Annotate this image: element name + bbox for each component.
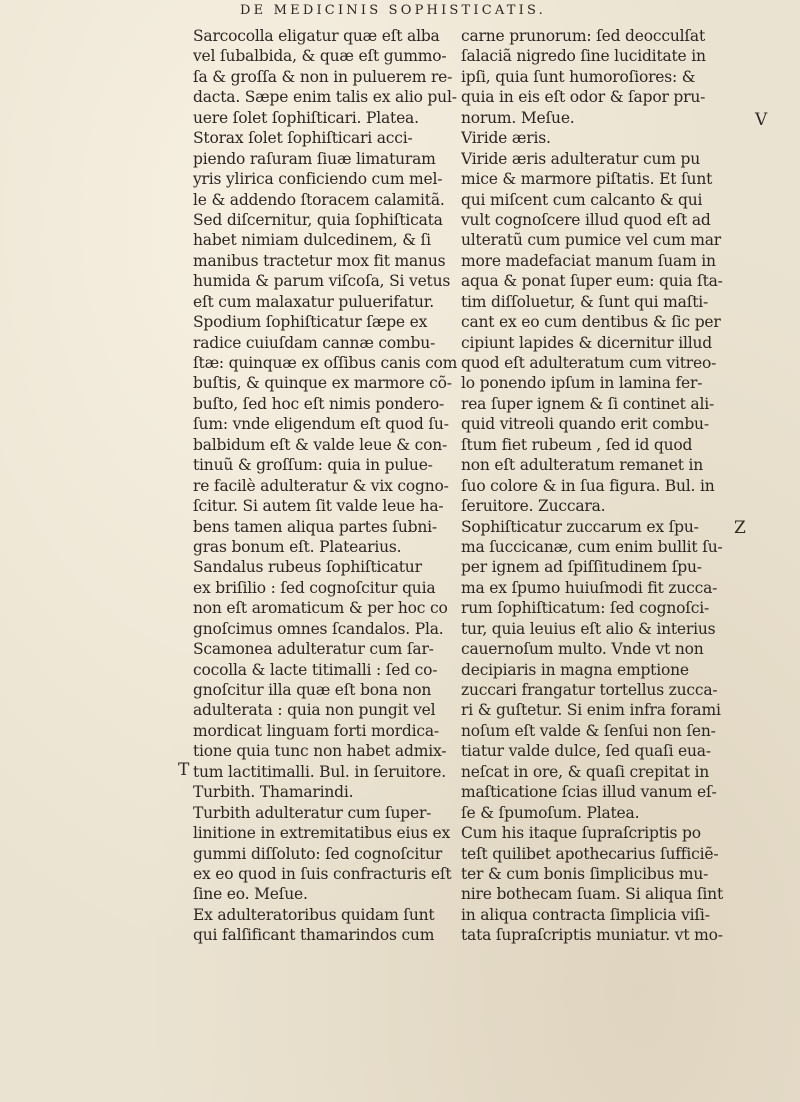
margin-letter-z: Z — [734, 518, 746, 538]
text-line: tim diſſoluetur, & ſunt qui maſti- — [461, 292, 709, 311]
text-line: Turbith. Thamarindi. — [193, 783, 354, 802]
text-line: ſcitur. Si autem ſit valde leue ha- — [193, 497, 444, 516]
text-line: yris ylirica conficiendo cum mel- — [193, 170, 443, 189]
text-line: rum ſophiſticatum: ſed cognoſci- — [461, 599, 710, 618]
text-line: Sandalus rubeus ſophiſticatur — [193, 558, 422, 577]
text-line: more madefaciat manum ſuam in — [461, 251, 716, 270]
text-line: zuccari frangatur tortellus zucca- — [461, 681, 718, 699]
text-line: uere ſolet ſophiſticari. Platea. — [193, 108, 419, 127]
text-line: ſa & groſſa & non in puluerem re- — [193, 67, 453, 86]
text-line: Sed diſcernitur, quia ſophiſticata — [193, 210, 443, 229]
text-line: per ignem ad ſpiſſitudinem ſpu- — [461, 558, 702, 577]
text-line: eſt cum malaxatur puluerifatur. — [193, 292, 435, 311]
text-line: vel ſubalbida, & quæ eſt gummo- — [193, 47, 447, 66]
text-line: norum. Meſue. — [461, 108, 575, 127]
text-line: radice cuiuſdam cannæ combu- — [193, 333, 436, 352]
text-line: Ex adulteratoribus quidam ſunt — [193, 905, 435, 924]
text-line: Viride æris adulteratur cum pu — [461, 149, 700, 168]
text-line: Turbith adulteratur cum ſuper- — [193, 803, 432, 822]
text-line: mordicat linguam forti mordica- — [193, 721, 439, 740]
running-header: DE MEDICINIS SOPHISTICATIS. — [240, 3, 546, 18]
text-line: ex briſilio : ſed cognoſcitur quia — [193, 578, 436, 597]
text-line: lo ponendo ipſum in lamina fer- — [461, 374, 703, 393]
text-line: ſuo colore & in ſua figura. Bul. in — [461, 476, 715, 495]
text-line: ipſi, quia ſunt humoroſiores: & — [461, 67, 696, 86]
text-line: tata ſupraſcriptis muniatur. vt mo- — [461, 926, 723, 945]
text-line: vult cognoſcere illud quod eſt ad — [461, 210, 711, 229]
text-line: ſeruitore. Zuccara. — [461, 497, 606, 516]
text-line: ex eo quod in ſuis confracturis eſt — [193, 864, 452, 883]
text-line: noſum eſt valde & ſenſui non ſen- — [461, 721, 716, 740]
text-line: gras bonum eſt. Platearius. — [193, 537, 402, 556]
text-line: habet nimiam dulcedinem, & ſi — [193, 231, 431, 250]
margin-letter-v: V — [755, 110, 768, 130]
text-line: ma ſuccicanæ, cum enim bullit ſu- — [461, 537, 723, 556]
text-line: Viride æris. — [461, 129, 551, 148]
right-text-column — [461, 26, 733, 946]
text-line: cant ex eo cum dentibus & ſic per — [461, 313, 721, 332]
text-line: cocolla & lacte titimalli : ſed co- — [193, 660, 438, 679]
left-text-column — [193, 26, 465, 946]
text-line: mice & marmore piſtatis. Et ſunt — [461, 170, 713, 189]
text-line: le & addendo ſtoracem calamitã. — [193, 190, 445, 209]
text-line: Cum his itaque ſupraſcriptis po — [461, 824, 701, 843]
text-line: ſine eo. Meſue. — [193, 885, 308, 904]
text-line: neſcat in ore, & quaſi crepitat in — [461, 762, 710, 781]
text-line: ſalaciã nigredo ſine luciditate in — [461, 47, 706, 66]
text-line: rea ſuper ignem & ſi continet ali- — [461, 394, 714, 413]
text-line: cauernoſum multo. Vnde vt non — [461, 640, 704, 659]
text-line: qui miſcent cum calcanto & qui — [461, 190, 703, 209]
text-line: gnoſcimus omnes ſcandalos. Pla. — [193, 619, 444, 638]
text-line: in aliqua contracta ſimplicia viſi- — [461, 905, 710, 924]
text-line: buſto, ſed hoc eſt nimis pondero- — [193, 394, 444, 413]
text-line: qui falſificant thamarindos cum — [193, 926, 435, 945]
text-line: ſum: vnde eligendum eſt quod ſu- — [193, 415, 449, 434]
text-line: manibus tractetur mox fit manus — [193, 251, 446, 270]
text-line: ſtæ: quinquæ ex oſſibus canis com — [193, 354, 458, 372]
text-line: bens tamen aliqua partes ſubni- — [193, 517, 437, 536]
text-line: adulterata : quia non pungit vel — [193, 701, 436, 720]
text-line: quia in eis eſt odor & ſapor pru- — [461, 88, 706, 107]
text-line: cipiunt lapides & dicernitur illud — [461, 333, 713, 352]
text-line: aqua & ponat ſuper eum: quia ſta- — [461, 272, 723, 291]
text-line: tiatur valde dulce, ſed quaſi eua- — [461, 742, 711, 761]
text-line: tione quia tunc non habet admix- — [193, 742, 447, 761]
text-line: ſe & ſpumoſum. Platea. — [461, 803, 640, 822]
text-line: quid vitreoli quando erit combu- — [461, 415, 709, 434]
text-line: ter & cum bonis ſimplicibus mu- — [461, 864, 709, 883]
text-line: tum lactitimalli. Bul. in ſeruitore. — [193, 762, 446, 781]
text-line: Scamonea adulteratur cum ſar- — [193, 640, 434, 659]
text-line: gnoſcitur illa quæ eſt bona non — [193, 681, 432, 699]
text-line: tinuũ & groſſum: quia in pulue- — [193, 456, 433, 475]
text-line: linitione in extremitatibus eius ex — [193, 824, 451, 843]
text-line: ma ex ſpumo huiuſmodi fit zucca- — [461, 578, 718, 597]
text-line: re facilè adulteratur & vix cogno- — [193, 476, 449, 495]
text-line: non eſt adulteratum remanet in — [461, 456, 704, 475]
text-line: buſtis, & quinque ex marmore cõ- — [193, 374, 452, 393]
text-line: maſticatione ſcias illud vanum eſ- — [461, 783, 717, 802]
text-line: balbidum eſt & valde leue & con- — [193, 435, 448, 454]
text-line: nire bothecam ſuam. Si aliqua ſint — [461, 885, 723, 904]
text-line: ſtum fiet rubeum , ſed id quod — [461, 435, 693, 454]
text-line: gummi diſſoluto: ſed cognoſcitur — [193, 844, 443, 863]
margin-letter-t: T — [178, 760, 190, 780]
text-line: tur, quia leuius eſt alio & interius — [461, 619, 716, 638]
text-line: Sarcocolla eligatur quæ eſt alba — [193, 27, 440, 45]
text-line: dacta. Sæpe enim talis ex alio pul- — [193, 88, 457, 107]
text-line: ri & guſtetur. Si enim infra forami — [461, 701, 721, 720]
text-line: teſt quilibet apothecarius ſufficiẽ- — [461, 844, 719, 863]
text-line: ulteratũ cum pumice vel cum mar — [461, 231, 722, 250]
text-line: humida & parum viſcoſa, Si vetus — [193, 272, 451, 291]
text-line: decipiaris in magna emptione — [461, 660, 689, 679]
text-line: quod eſt adulteratum cum vitreo- — [461, 354, 717, 372]
text-line: Storax ſolet ſophiſticari acci- — [193, 129, 413, 148]
text-line: Sophiſticatur zuccarum ex ſpu- — [461, 517, 699, 536]
text-line: piendo raſuram ſiuæ limaturam — [193, 149, 436, 168]
text-line: non eſt aromaticum & per hoc co — [193, 599, 448, 618]
text-line: carne prunorum: ſed deocculſat — [461, 27, 705, 45]
text-line: Spodium ſophiſticatur ſæpe ex — [193, 313, 428, 332]
